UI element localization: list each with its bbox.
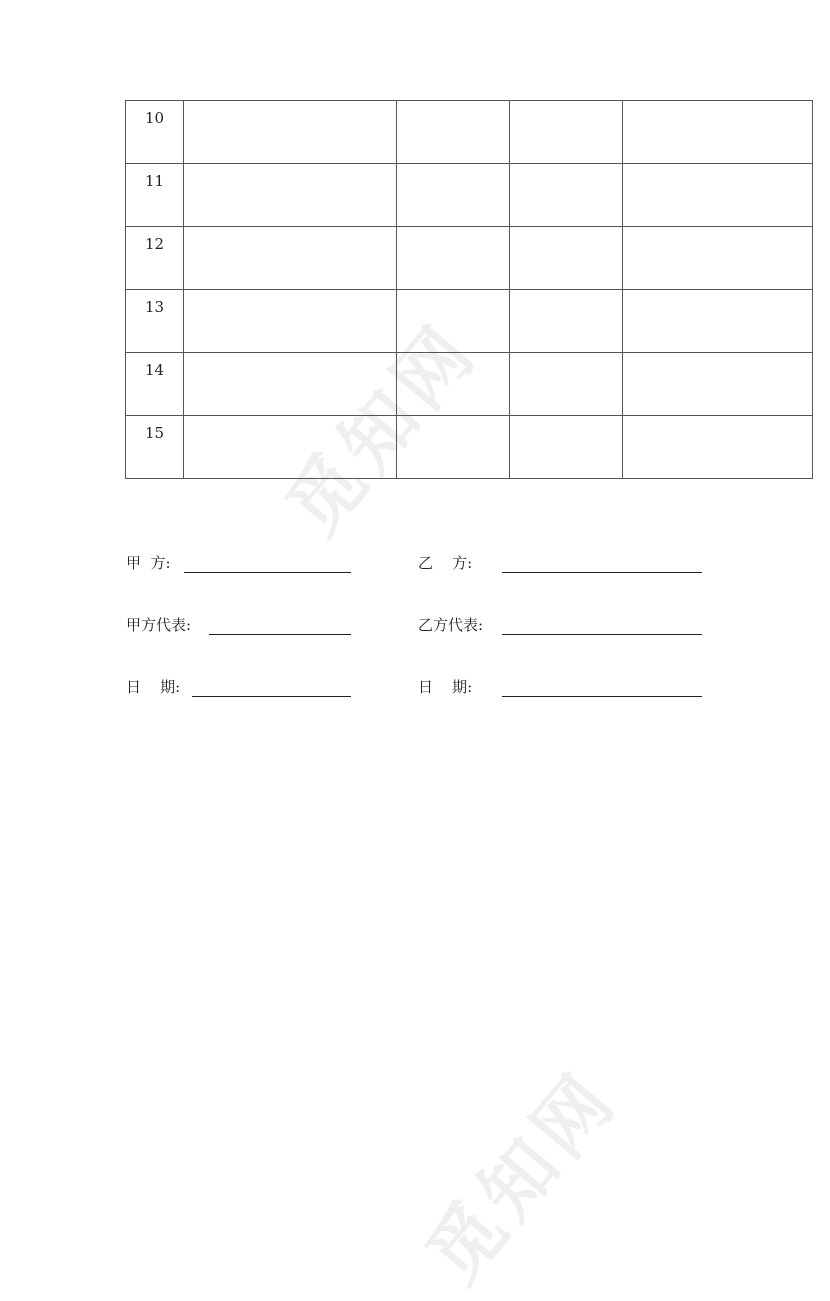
table-cell — [184, 416, 397, 479]
party-a-label: 甲 方: — [126, 554, 171, 572]
watermark-bottom: 觅知网 — [410, 1054, 635, 1299]
party-b-blank[interactable] — [502, 554, 702, 573]
party-b-rep-label: 乙方代表: — [418, 616, 484, 634]
table-cell — [623, 227, 813, 290]
party-b-field — [418, 552, 702, 573]
row-number: 12 — [126, 227, 184, 290]
date-b-field — [418, 676, 702, 697]
table-row — [126, 101, 813, 164]
date-a-field — [126, 676, 351, 697]
table-cell — [510, 101, 623, 164]
table-cell — [510, 164, 623, 227]
party-b-rep-blank[interactable] — [502, 616, 702, 635]
table-cell — [397, 290, 510, 353]
table-cell — [510, 227, 623, 290]
table-cell — [397, 164, 510, 227]
row-number: 14 — [126, 353, 184, 416]
table-cell — [623, 164, 813, 227]
party-a-rep-field — [126, 614, 351, 635]
table-row — [126, 416, 813, 479]
table-row — [126, 290, 813, 353]
party-a-blank[interactable] — [184, 554, 351, 573]
table-cell — [397, 353, 510, 416]
table-row — [126, 227, 813, 290]
table-row — [126, 353, 813, 416]
table-cell — [397, 416, 510, 479]
party-a-rep-blank[interactable] — [209, 616, 351, 635]
table-cell — [184, 353, 397, 416]
date-b-label: 日 期: — [418, 678, 473, 696]
row-number: 11 — [126, 164, 184, 227]
table-row — [126, 164, 813, 227]
table-cell — [623, 416, 813, 479]
date-a-blank[interactable] — [192, 678, 351, 697]
watermark: 觅知网 — [270, 306, 495, 551]
date-a-label: 日 期: — [126, 678, 181, 696]
table-cell — [184, 227, 397, 290]
party-a-field — [126, 552, 351, 573]
table-cell — [623, 290, 813, 353]
table-cell — [397, 101, 510, 164]
table-cell — [184, 101, 397, 164]
items-table — [125, 100, 813, 479]
row-number: 10 — [126, 101, 184, 164]
row-number: 13 — [126, 290, 184, 353]
table-cell — [510, 290, 623, 353]
table-cell — [184, 164, 397, 227]
date-b-blank[interactable] — [502, 678, 702, 697]
row-number: 15 — [126, 416, 184, 479]
table-cell — [623, 353, 813, 416]
party-b-rep-field — [418, 614, 702, 635]
table-cell — [184, 290, 397, 353]
table-cell — [510, 353, 623, 416]
table-cell — [510, 416, 623, 479]
table-cell — [397, 227, 510, 290]
party-a-rep-label: 甲方代表: — [126, 616, 192, 634]
table-cell — [623, 101, 813, 164]
party-b-label: 乙 方: — [418, 554, 473, 572]
